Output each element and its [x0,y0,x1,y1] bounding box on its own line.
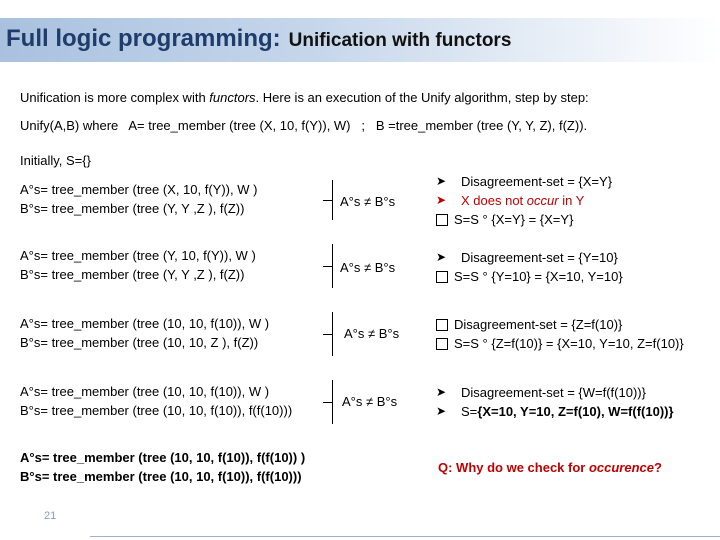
step-1-bracket [328,180,333,220]
step-4-disagreement: Disagreement-set = {W=f(f(10))} [461,385,646,400]
initially-text: Initially, S={} [20,153,91,168]
page-number: 21 [44,510,57,522]
step-3-as: A°s= tree_member (tree (10, 10, f(10)), W ) [20,316,270,331]
checkbox-bullet-icon [436,319,448,331]
bottom-rule [90,536,720,537]
step-1-occur-check [461,191,584,210]
step-2-substitution: S=S ° {Y=10} = {X=10, Y=10} [454,269,623,284]
step-1-as: A°s= tree_member (tree (X, 10, f(Y)), W ) [20,182,258,197]
step-3-neq: A°s ≠ B°s [344,326,400,341]
step-4-terms [20,382,292,420]
arrow-bullet-icon: ➤ [436,250,447,264]
step-2-result [436,248,623,286]
separator: ; [361,118,365,133]
step-3-bracket [328,312,333,356]
arrow-bullet-icon: ➤ [436,404,447,418]
step-2-bs: B°s= tree_member (tree (Y, Y ,Z ), f(Z)) [20,267,245,282]
checkbox-bullet-icon [436,338,448,350]
arrow-bullet-icon: ➤ [436,385,447,399]
final-as: A°s= tree_member (tree (10, 10, f(10)), f(f(10)) ) [20,450,306,465]
step-3-disagreement: Disagreement-set = {Z=f(10)} [454,317,623,332]
step-1-disagreement: Disagreement-set = {X=Y} [461,174,613,189]
step-2-disagreement: Disagreement-set = {Y=10} [461,250,618,265]
arrow-bullet-icon: ➤ [436,193,447,207]
step-1-neq: A°s ≠ B°s [340,194,396,209]
final-bs: B°s= tree_member (tree (10, 10, f(10)), f(f(10))) [20,469,302,484]
final-terms [20,448,305,486]
step-4-bracket [328,380,333,424]
title-main: Full logic programming: [6,25,281,52]
checkbox-bullet-icon [436,214,448,226]
intro-text [20,90,589,105]
step-3-bs: B°s= tree_member (tree (10, 10, Z ), f(Z)) [20,335,259,350]
step-3-substitution: S=S ° {Z=f(10)} = {X=10, Y=10, Z=f(10)} [454,336,684,351]
intro-post: . Here is an execution of the Unify algorithm, step by step: [255,90,589,105]
question-text [438,460,662,475]
step-4-as: A°s= tree_member (tree (10, 10, f(10)), W ) [20,384,270,399]
question-post: ? [654,460,662,475]
step-2-neq: A°s ≠ B°s [340,260,396,275]
occur-em: occur [526,193,559,208]
checkbox-bullet-icon [436,271,448,283]
question-em: occurence [588,460,655,475]
occur-pre: X does not [461,193,527,208]
step-1-bs: B°s= tree_member (tree (Y, Y ,Z ), f(Z)) [20,201,245,216]
step-4-bs: B°s= tree_member (tree (10, 10, f(10)), f(f(10))) [20,403,293,418]
subst-bold: {X=10, Y=10, Z=f(10), W=f(f(10))} [477,404,674,419]
step-3-terms [20,314,269,352]
step-4-neq: A°s ≠ B°s [342,394,398,409]
step-4-result [436,383,674,421]
question-pre: Q: Why do we check for [438,460,589,475]
intro-em: functors [209,90,256,105]
occur-post: in Y [558,193,585,208]
b-definition: B =tree_member (tree (Y, Y, Z), f(Z)). [375,118,588,133]
step-4-substitution [461,402,674,421]
step-2-bracket [328,244,333,288]
step-2-terms [20,246,256,284]
step-1-substitution: S=S ° {X=Y} = {X=Y} [454,212,574,227]
step-1-result [436,172,612,229]
arrow-bullet-icon: ➤ [436,174,447,188]
title-sub: Unification with functors [288,30,512,51]
slide-title [6,25,511,53]
step-3-result [436,315,684,353]
intro-pre: Unification is more complex with [20,90,210,105]
step-2-as: A°s= tree_member (tree (Y, 10, f(Y)), W ) [20,248,256,263]
subst-pre: S= [461,404,478,419]
a-definition: A= tree_member (tree (X, 10, f(Y)), W) [128,118,351,133]
unify-call-label: Unify(A,B) where [20,118,119,133]
step-1-terms [20,180,257,218]
unify-call [20,118,587,133]
